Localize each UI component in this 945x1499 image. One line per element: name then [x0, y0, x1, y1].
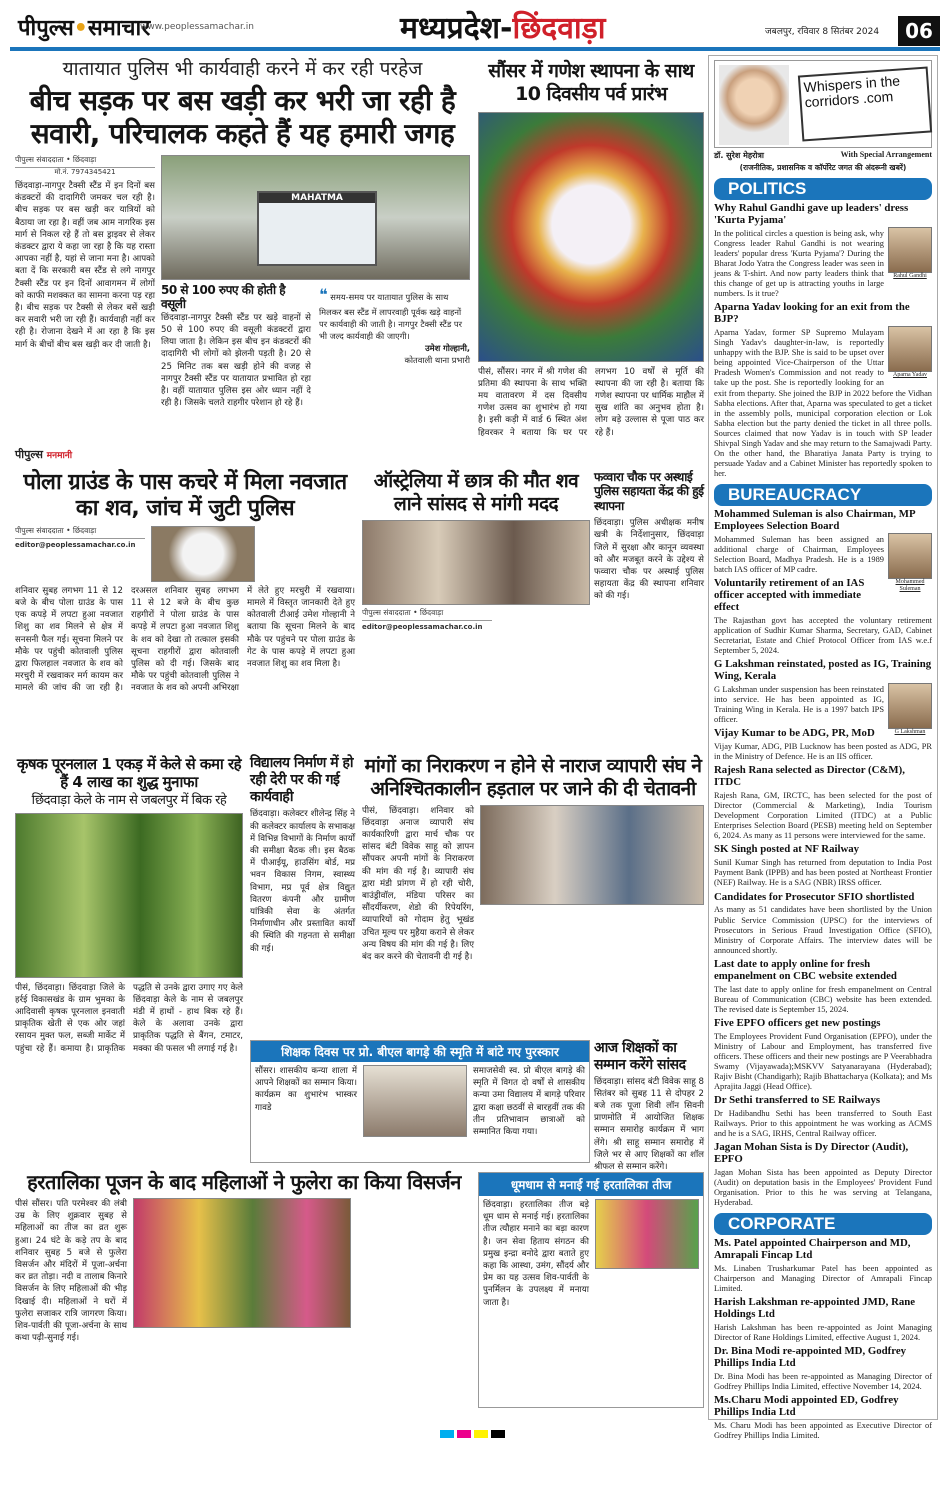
- yellow-swatch: [474, 1430, 488, 1438]
- news-headline: Mohammed Suleman is also Chairman, MP Employees Selection Board: [714, 508, 915, 533]
- news-body: In the political circles a question is being ask, why Congress leader Rahul Gandhi is not wearing leaders' popular dress 'Kurta Pyjama'? During the Bharat Jodo Yatra the Congress leader was seen in jeans & T-shirt. And now party leaders think that this change of get up is attracting youths in large numbers. Is it true?: [714, 228, 884, 299]
- news-body: Mohammed Suleman has been assigned an additional charge of Chairman, Employees Selection Board, Madhya Pradesh. He is a 1989 batch IAS officer of MP cadre.: [714, 534, 884, 575]
- section-title: [400, 6, 605, 47]
- bus-photo: [161, 155, 470, 280]
- story-byline: पीपुल्स संवाददाता • छिंदवाड़ा: [15, 526, 145, 539]
- news-item: [714, 1297, 932, 1343]
- story-fawwara: [594, 470, 704, 748]
- quote-title: कोतवाली थाना प्रभारी: [404, 355, 470, 366]
- color-registration-bar: [0, 1430, 945, 1438]
- story-teacher-day: [250, 1040, 590, 1163]
- news-headline: Candidates for Prosecutor SFIO shortlisted: [714, 890, 915, 903]
- story-headline: आज शिक्षकों का सम्मान करेंगे सांसद: [594, 1040, 686, 1073]
- news-body: Dr Hadibandhu Sethi has been transferred to South East Railways. Prior to this appointment he was working as ACMS and he is a SAG, IRHS, Central Railway officer.: [714, 1109, 932, 1139]
- columnist-name: डॉ. सुरेश मेहरोत्रा: [714, 151, 764, 160]
- story-headline: मांगों का निराकरण न होने से नाराज व्यापारी संघ ने अनिश्चितकालीन हड़ताल पर जाने की दी चेतावनी: [364, 755, 702, 800]
- news-item: [714, 765, 932, 841]
- whispers-masthead: [714, 60, 932, 148]
- section-title-city: छिंदवाड़ा: [512, 11, 606, 46]
- photo-image: [888, 683, 932, 729]
- news-item: [714, 844, 932, 888]
- story-hartalika: [15, 1170, 473, 1408]
- story-body: शनिवार सुबह लगभग 11 से 12 बजे के बीच पोला ग्राउंड के पास एक कपड़े में लपटा हुआ नवजात शिशु का शव मिलने से क्षेत्र में सनसनी फैल गई। सूचना मिलने पर मौके पर पहुंची कोतवाली पुलिस द्वारा फिलहाल नवजात के शव को मरचुरी में रखवाकर मर्ग कायम कर मामले की जांच की जा रही है। दरअसल शनिवार सुबह लगभग 11 से 12 बजे के बीच कुछ राहगीरों ने पोला ग्राउंड के पास कपड़े में लपटा हुआ नवजात शिशु के शव को देखा तो तत्काल इसकी सूचना राहगीरों द्वारा कोतवाली पुलिस को दी गई। जिसके बाद मौके पर पहुंची कोतवाली पुलिस ने नवजात के शव को अपनी अभिरक्षा में लेते हुए मरचुरी में रखवाया। मामले में विस्तृत जानकारी देते हुए कोतवाली टीआई उमेश गोल्हानी ने बताया कि सूचना मिलने के बाद मौके पर पहुंचने पर पोला ग्राउंड के गेट के पास कपड़े में लपटा हुआ नवजात शिशु का शव मिला है।: [15, 585, 355, 694]
- bus-sign: MAHATMA: [259, 193, 375, 203]
- magenta-swatch: [457, 1430, 471, 1438]
- story-body: छिंदवाड़ा। कलेक्टर शीलेन्द्र सिंह ने की कलेक्टर कार्यालय के सभाकक्ष में विभिन्न विभागों के निर्माण कार्यों की समीक्षा बैठक ली। इस बैठक में पीआईयू, हाउसिंग बोर्ड, मप्र भवन विकास निगम, स्वास्थ्य विभाग, मप्र पूर्व क्षेत्र विद्युत वितरण कंपनी और ग्रामीण यांत्रिकी सेवा के अंतर्गत निर्माणाधीन और प्रस्तावित कार्यों की स्थिति की गहनता से समीक्षा की गई।: [250, 809, 355, 954]
- columnist-line: [714, 150, 932, 161]
- story-body: छिंदवाड़ा-नागपुर टैक्सी स्टैंड में इन दिनों बस कंडक्टरों की दादागिरी जमकर चल रही है। बीच सड़क पर बस खड़ी कर यात्रियों को बैठाया जा रहा है। वहीं जब आम नागरिक इस मार्ग से निकल रहे हैं तो बस ड्राइवर से लेकर कंडक्टर द्वारा ये कहा जा रहा है कि यह रास्ता आपका नहीं है, यहां से जाना मना है। आपको बता दें कि सरकारी बस स्टैंड से लगे नागपुर टैक्सी स्टैंड पर इन दिनों आवागमन में लोगों को काफी मशक्कत का सामना करना पड़ रहा है। बीच सड़क पर टैक्सी से लेकर बसें खड़ी कर सवारी भरी जा रही हैं। कार्यवाही नहीं कर रही है। रोजाना देखने में आ रहा है कि इस मार्ग के बीचों बीच बस खड़ी कर दी जाती है।: [15, 180, 155, 350]
- bus-column-2: [161, 155, 470, 462]
- subhead: 50 से 100 रुपए की होती है वसूली: [161, 282, 286, 312]
- columnist-photo: [719, 65, 789, 145]
- black-swatch: [491, 1430, 505, 1438]
- manmani-logo: [15, 448, 155, 462]
- photo-image: [888, 326, 932, 372]
- reporter-phone: मो.नं. 7974345421: [54, 167, 116, 176]
- photo-image: [888, 227, 932, 273]
- news-item: [714, 892, 932, 956]
- news-body: Jagan Mohan Sista has been appointed as Deputy Director (Audit) on deputation basis in the Employees' Provident Fund Organisation. Prior to this he was serving at Telangana, Hyderabad.: [714, 1168, 932, 1208]
- story-dhoomdham: [478, 1172, 704, 1408]
- story-headline: बीच सड़क पर बस खड़ी कर भरी जा रही है सवारी, परिचालक कहते हैं यह हमारी जगह: [29, 83, 456, 151]
- story-body: पीसं, सौंसर। नगर में श्री गणेश की प्रतिमा की स्थापना के साथ भक्ति मय वातावरण में दस दिवसीय गणेश उत्सव का शुभारंभ हो गया है। इसी कड़ी में वार्ड 6 स्थित अंश हिवरकर ने बताया कि घर पर लगभग 10 वर्षों से मूर्ति की स्थापना की जा रही है। बताया कि गणेश स्थापना पर धार्मिक माहौल में सुख शांति का अनुभव होता है। लोग बड़े उल्लास से पूजा पाठ कर रहे हैं।: [478, 366, 704, 438]
- news-item: [714, 1142, 932, 1208]
- teej-photo: [595, 1199, 699, 1269]
- logo-right: समाचार: [87, 16, 151, 41]
- banana-farm-photo: [15, 813, 243, 978]
- news-body: As many as 51 candidates have been shortlisted by the Union Public Service Commission (UPSC) for the interviews of Prosecutors in Serious Fraud Investigation Office (SFIO), Ministry of Corporate Affairs. The interview dates will be announced shortly.: [714, 905, 932, 955]
- news-body: Aparna Yadav, former SP Supremo Mulayam Singh Yadav's daughter-in-law, is reportedly unhappy with the BJP. She is said to be upset over being appointed Vice-Chairperson of the Uttar Pradesh Women's Commission and not ready to take up the post. She is reportedly looking for an exit from theparty. She joined the BJP in 2022 before the Vidhan Sabha elections. After that, Aparna was speculated to get a ticket in the assembly polls, municipal corporation election or Lok Sabha election but the party denied the ticket in all three polls. Sources claimed that now Yadav is in touch with SP leader Shivpal Singh Yadav and she may return to the Samajwadi Party. On the other hand, the Bharatiya Janata Party is trying to persuade Yadav and a Cabinet Minister has reportedly spoken to her.: [714, 328, 932, 479]
- story-byline: पीपुल्स संवाददाता • छिंदवाड़ा: [15, 155, 155, 168]
- news-body: Vijay Kumar, ADG, PIB Lucknow has been posted as ADG, PR in the Ministry of Defence. He is an IIS officer.: [714, 742, 932, 762]
- story-headline: फव्वारा चौक पर अस्थाई पुलिस सहायता केंद्र की हुई स्थापना: [594, 470, 704, 513]
- traders-photo: [480, 805, 704, 905]
- story-headline: कृषक पूरनलाल 1 एकड़ में केले से कमा रहे हैं 4 लाख का शुद्ध मुनाफा: [16, 755, 242, 791]
- news-headline: Dr. Bina Modi re-appointed MD, Godfrey Phillips India Ltd: [714, 1345, 907, 1370]
- photo-caption: Mohammed Suleman: [895, 578, 925, 592]
- story-trader: [362, 755, 704, 1033]
- ganesh-idol-photo: [478, 112, 704, 362]
- story-banner: शिक्षक दिवस पर प्रो. बीएल बागड़े की स्मृति में बांटे गए पुरस्कार: [251, 1041, 589, 1062]
- special-arrangement: With Special Arrangement: [840, 150, 932, 159]
- edition-date: जबलपुर, रविवार 8 सितंबर 2024: [765, 27, 880, 37]
- story-pola: [15, 470, 355, 748]
- news-body: G Lakshman under suspension has been reinstated into service. He has been appointed as IG, Training Wing in Kerala. He is a 1997 batch IPS officer.: [714, 684, 884, 725]
- photo-caption: G Lakshman: [894, 728, 926, 735]
- news-headline: Jagan Mohan Sista is Dy Director (Audit), EPFO: [714, 1141, 909, 1166]
- photo-caption: Rahul Gandhi: [893, 272, 927, 279]
- news-item: [714, 959, 932, 1015]
- story-body-left: सौंसर। शासकीय कन्या शाला में आपने शिक्षकों का सम्मान किया। कार्यक्रम का शुभारंभ भास्कर गावडे: [255, 1066, 357, 1113]
- story-body: पीसं सौंसर। पति परमेश्वर की लंबी उम्र के लिए शुक्रवार सुबह से महिलाओं का तीज का व्रत शुरू हुआ। 24 घंटे के कड़े तप के बाद शनिवार सुबह 5 बजे से फुलेरा विसर्जन और मंदिरों में पूजा-अर्चना कर व्रत तोड़ा। नदी व तालाब किनारे विसर्जन के लिए महिलाओं की भीड़ दिखाई दी। महिलाओं ने घरों में फुलेरा सजाकर रात्रि जागरण किया। शिव-पार्वती की पूजा-अर्चना के साथ कथा पढ़ी-सुनाई गई।: [15, 1199, 127, 1344]
- story-headline: विद्यालय निर्माण में हो रही देरी पर की गई कार्यवाही: [250, 755, 354, 805]
- story-australia: [362, 470, 590, 748]
- story-body: छिंदवाड़ा। सांसद बंटी विवेक साहू 8 सितंबर को सुबह 11 से दोपहर 2 बजे तक पूजा शिवी लॉन सिवनी प्राणमोति में आयोजित शिक्षक सम्मान समारोह कार्यक्रम में भाग लेंगे। श्री साहू सम्मान समारोह में जिले भर से आए शिक्षकों का शॉल श्रीफल से सम्मान करेंगे।: [594, 1076, 704, 1173]
- news-headline: SK Singh posted at NF Railway: [714, 843, 860, 856]
- award-photo: [363, 1065, 467, 1137]
- logo-left: पीपुल्स: [15, 448, 43, 462]
- news-headline: Ms. Patel appointed Chairperson and MD, Amrapali Fincap Ltd: [714, 1237, 911, 1262]
- news-headline: Last date to apply online for fresh empanelment on CBC website extended: [714, 957, 897, 982]
- website-url: www.peoplessamachar.in: [140, 22, 254, 32]
- logo-tag: मनमानी: [46, 451, 73, 462]
- news-body: Ms. Charu Modi has been appointed as Executive Director of Godfrey Phillips India Limited.: [714, 1420, 932, 1440]
- news-body: Ms. Linaben Trusharkumar Patel has been appointed as Chairperson and Managing Director of Amrapali Fincap Limited.: [714, 1264, 932, 1294]
- news-item: [714, 203, 932, 299]
- women-ritual-photo: [133, 1198, 351, 1328]
- section-corporate: CORPORATE: [714, 1213, 932, 1235]
- news-body: The last date to apply online for fresh empanelment on Central Bureau of Communication (CBC) website has been extended. The revised date is September 15, 2024.: [714, 984, 932, 1014]
- news-body: The Employees Provident Fund Organisation (EPFO), under the Ministry of Labour and Employment, has transferred five officers. These officers and their new postings are P Veerabhadra Swamy (Vijayawada);MSKVV Satyanarayana (Hyderabad); Rajiv Bisht (Chandigarh); Rajib Bhattacharya (Kolkata); and Ms Aprajita Jaggi (Head Office).: [714, 1031, 932, 1092]
- mohammed-suleman-photo: [888, 533, 932, 592]
- subhead-body: छिंदवाड़ा-नागपुर टैक्सी स्टैंड पर खड़े वाहनों से 50 से 100 रुपए की वसूली कंडक्टरों द्वारा लिया जाता है। लेकिन इस बीच इन कंडक्टरों की दादागिरी भी लोगों को झेलनी पड़ती है। 20 से 25 मिनिट तक बस खड़ी होने की वजह से नागपुर टैक्सी स्टैंड पर यातायात प्रभावित हो रहा है। वहीं यातायात पुलिस इस ओर ध्यान नहीं दे रही है। जिसके चलते राहगीर परेशान हो रहे हैं।: [161, 312, 311, 409]
- page-number: 06: [898, 16, 940, 46]
- story-mp-teachers: [594, 1040, 704, 1173]
- section-bureaucracy: BUREAUCRACY: [714, 484, 932, 506]
- story-body: छिंदवाड़ा। पुलिस अधीक्षक मनीष खत्री के निर्देशानुसार, छिंदवाड़ा जिले में सुरक्षा और कानून व्यवस्था को और मजबूत करने के उद्देश्य से फव्वारा चौक पर अस्थाई पुलिस सहायता केंद्र की स्थापना शनिवार को की गई।: [594, 518, 704, 602]
- quote-icon: ❝: [319, 284, 328, 304]
- story-headline: हरतालिका पूजन के बाद महिलाओं ने फुलेरा का किया विसर्जन: [27, 1170, 461, 1194]
- column-tagline: (राजनीतिक, प्रशासनिक व कॉर्पोरेट जगत की अंदरूनी खबरें): [739, 163, 907, 172]
- story-body-right: समाजसेवी स्व. प्रो बीएल बागड़े की स्मृति में विगत दो वर्षों से शासकीय कन्या उमा विद्यालय में बागड़े परिवार द्वारा कक्षा छठवीं से बारहवीं तक की तीन प्रतिभावान छात्राओं को सम्मानित किया गया।: [473, 1066, 585, 1138]
- story-headline: सौंसर में गणेश स्थापना के साथ 10 दिवसीय पर्व प्रारंभ: [488, 60, 694, 105]
- section-title-state: मध्यप्रदेश-: [400, 11, 513, 46]
- news-body: Sunil Kumar Singh has returned from deputation to India Post Payment Bank (IPPB) and has been posted at Northeast Frontier (NEF) Railway. He is a SAG (NBR) IRSS officer.: [714, 858, 932, 888]
- bus-shape: [257, 191, 377, 266]
- story-body: पीसं, छिंदवाड़ा। छिंदवाड़ा जिले के हर्रई विकासखंड के ग्राम भुमका के आदिवासी कृषक पूरनलाल इनवाती प्राकृतिक खेती से एक ओर जहां रसायन मुक्त फल, सब्जी मार्केट में पहुंचा रहे हैं। कमाया है। प्राकृतिक पद्धति से उनके द्वारा उगाए गए केले छिंदवाड़ा केले के नाम से जबलपुर मंडी में हाथों - हाथ बिक रहे हैं। केले के अलावा उनके द्वारा प्राकृतिक पद्धति से बैंगन, टमाटर, मक्का की फसल भी लगाई गई है।: [15, 982, 243, 1054]
- photo-image: [888, 533, 932, 579]
- news-item: [714, 508, 932, 592]
- pull-quote: [319, 283, 470, 342]
- news-item: [714, 302, 932, 479]
- section-politics: POLITICS: [714, 178, 932, 200]
- news-headline: Voluntarily retirement of an IAS officer accepted with immediate effect: [714, 577, 865, 614]
- news-headline: Dr Sethi transferred to SE Railways: [714, 1094, 881, 1107]
- photo-caption: Aparna Yadav: [893, 372, 927, 379]
- story-banana: [15, 755, 243, 1163]
- header-rule: [10, 47, 940, 51]
- aparna-yadav-photo: [888, 326, 932, 379]
- news-item: [714, 1095, 932, 1139]
- news-body: Harish Lakshman has been re-appointed as Joint Managing Director of Rane Holdings Limited, effective August 1, 2024.: [714, 1323, 932, 1343]
- whispers-column: [708, 55, 938, 1440]
- news-headline: Rajesh Rana selected as Director (C&M), ITDC: [714, 764, 905, 789]
- g-lakshman-photo: [888, 683, 932, 736]
- news-item: [714, 1346, 932, 1392]
- news-headline: Five EPFO officers get new postings: [714, 1016, 881, 1029]
- news-headline: Harish Lakshman re-appointed JMD, Rane Holdings Ltd: [714, 1296, 916, 1321]
- news-headline: Aparna Yadav looking for an exit from the BJP?: [714, 301, 910, 326]
- story-bus: [15, 58, 470, 462]
- logo-left: पीपुल्स: [18, 16, 74, 41]
- news-item: [714, 1018, 932, 1092]
- masthead-logo: [18, 12, 150, 42]
- news-headline: Vijay Kumar to be ADG, PR, MoD: [714, 727, 875, 740]
- meeting-photo: [362, 520, 590, 605]
- bus-column-1: [15, 155, 155, 462]
- story-email: editor@peoplessamachar.co.in: [15, 540, 136, 549]
- story-headline: ऑस्ट्रेलिया में छात्र की मौत शव लाने सांसद से मांगी मदद: [373, 470, 579, 515]
- story-headline: पोला ग्राउंड के पास कचरे में मिला नवजात का शव, जांच में जुटी पुलिस: [23, 470, 347, 522]
- news-body: The Rajasthan govt has accepted the voluntary retirement application of Sudhir Kumar Sharma, Secretary, GAD, Cabinet Secretariat, Estate and Chief Protocol Officer from IAS w.e.f September 5, 2024.: [714, 615, 932, 656]
- news-headline: G Lakshman reinstated, posted as IG, Training Wing, Kerala: [714, 658, 932, 683]
- story-school: [250, 755, 355, 1033]
- story-kicker: यातायात पुलिस भी कार्यवाही करने में कर रही परहेज: [62, 58, 423, 80]
- story-email: editor@peoplessamachar.co.in: [362, 622, 483, 631]
- cyan-swatch: [440, 1430, 454, 1438]
- news-item: [714, 1238, 932, 1294]
- story-subheadline: छिंदवाड़ा केले के नाम से जबलपुर में बिक रहे: [31, 793, 227, 808]
- news-headline: Ms.Charu Modi appointed ED, Godfrey Phillips India Ltd: [714, 1394, 899, 1418]
- quote-name: उमेश गोल्हानी,: [425, 343, 470, 354]
- news-body: Dr. Bina Modi has been re-appointed as Managing Director of Godfrey Phillips India Limited, effective November 14, 2024.: [714, 1371, 932, 1392]
- story-byline: पीपुल्स संवाददाता • छिंदवाड़ा: [362, 608, 492, 621]
- story-body: छिंदवाड़ा। हरतालिका तीज बड़े धूम धाम से मनाई गई। हरतालिका तीज त्यौहार मनाने का बड़ा कारण है। जन सेवा हिताय संगठन की प्रमुख इन्द्रा बनोदे द्वारा बताते हुए कहा कि आस्था, उमंग, सौंदर्य और प्रेम का यह उत्सव शिव-पार्वती के पुनर्मिलन के उपलक्ष्य में मनाया जाता है।: [483, 1200, 589, 1308]
- newborn-cloth-photo: [151, 526, 255, 582]
- logo-dot-icon: •: [73, 16, 88, 41]
- rahul-gandhi-photo: [888, 227, 932, 280]
- story-banner: धूमधाम से मनाई गई हरतालिका तीज: [479, 1173, 703, 1196]
- story-body: पीसं, छिंदवाड़ा। शनिवार को छिंदवाड़ा अनाज व्यापारी संघ कार्यकारिणी द्वारा मार्च चौक पर सांसद बंटी विवेक साहू को ज्ञापन सौंपकर अपनी मांगों के निराकरण की मांग की गई है। व्यापारी संघ द्वारा मंडी प्रांगण में हो रही चोरी, बाउंड्रीवॉल, मंडिया परिसर का सौंदर्यीकरण, शेडो की रिपेयरिंग, व्यापारियों को गोदाम हेतु भूखंड उचित मूल्य पर मुहैया कराने से लेकर अन्य विषय की मांग की गई है। लिए बंद कर करने की चेतावनी दी गई है।: [362, 805, 474, 963]
- story-ganesh: [478, 60, 704, 462]
- news-body: Rajesh Rana, GM, IRCTC, has been selected for the post of Director (Commercial & Marketing), India Tourism Development Corporation Limited (ITDC) at a Public Enterprises Selection Board (PESB) meeting held on September 6, 2024. As many as 11 persons were interviewed for the same.: [714, 791, 932, 841]
- quote-text: समय-समय पर यातायात पुलिस के साथ मिलकर बस स्टैंड में लापरवाही पूर्वक खड़े वाहनों पर कार्यवाही की जाती है। नागपुर टैक्सी स्टैंड पर भी जल्द कार्यवाही की जाएगी।: [319, 291, 463, 342]
- whispers-logo: Whispers in the corridors .com: [798, 67, 932, 142]
- news-headline: Why Rahul Gandhi gave up leaders' dress 'Kurta Pyjama': [714, 202, 909, 226]
